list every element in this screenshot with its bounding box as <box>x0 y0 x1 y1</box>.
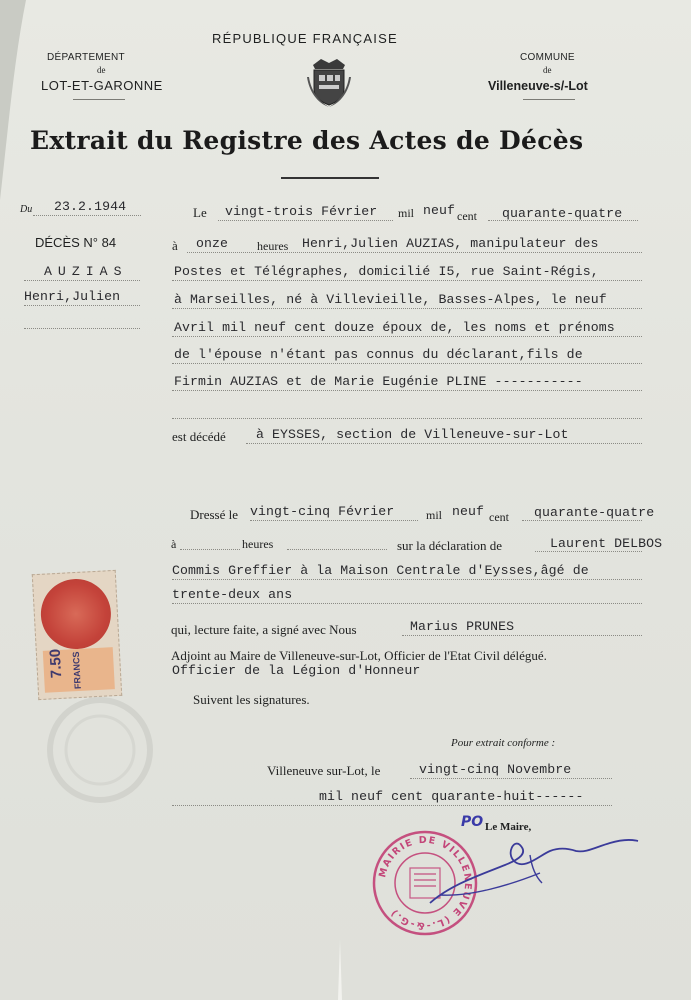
cert-year: mil neuf cent quarante-huit------ <box>319 789 584 804</box>
drawn-a-label: à <box>171 537 177 551</box>
deceased-given-names: Henri,Julien <box>24 289 121 304</box>
department-name: LOT-ET-GARONNE <box>41 78 163 93</box>
le-label: Le <box>193 205 207 220</box>
drawn-mil-label: mil <box>426 508 443 522</box>
suivent-text: Suivent les signatures. <box>193 692 310 707</box>
adjoint-text: Adjoint au Maire de Villeneuve-sur-Lot, Officier de l'Etat Civil délégué. <box>171 648 547 663</box>
stamp-value: 7.50 <box>46 648 66 679</box>
mil-label: mil <box>398 206 415 220</box>
commune-de: de <box>543 65 552 75</box>
department-label: DÉPARTEMENT <box>47 52 125 63</box>
act-line-1: Henri,Julien AUZIAS, manipulateur des <box>302 236 599 251</box>
po-mark: PO <box>461 814 484 830</box>
legion-text: Officier de la Légion d'Honneur <box>172 663 421 678</box>
act-line-4: Avril mil neuf cent douze époux de, les noms et prénoms <box>174 320 615 335</box>
cent-label: cent <box>457 209 477 223</box>
a-label: à <box>172 238 178 253</box>
sur-declaration-label: sur la déclaration de <box>397 538 503 553</box>
cert-date: vingt-cinq Novembre <box>419 762 572 777</box>
drawn-cent-label: cent <box>489 510 509 524</box>
declarant-line-1: Commis Greffier à la Maison Centrale d'Eysses,âgé de <box>172 563 589 578</box>
revenue-stamp <box>32 570 122 700</box>
commune-name: Villeneuve-s/-Lot <box>488 79 588 93</box>
coat-of-arms-icon <box>305 55 353 107</box>
lecture-label: qui, lecture faite, a signé avec Nous <box>171 622 357 637</box>
act-date: 23.2.1944 <box>54 199 127 214</box>
declarant-name: Laurent DELBOS <box>550 536 663 551</box>
stamp-unit: FRANCS <box>70 651 83 690</box>
death-year-neuf: neuf <box>423 203 456 218</box>
act-line-2: Postes et Télégraphes, domicilié I5, rue Saint-Régis, <box>174 264 599 279</box>
department-de: de <box>97 65 106 75</box>
marianne-medallion-icon <box>39 577 113 651</box>
mayor-signature <box>410 825 640 915</box>
le-maire-label: Le Maire, <box>485 821 532 833</box>
du-label: Du <box>20 204 33 215</box>
seal-text: MAIRIE DE VILLENEUVE (L.-&-G.) <box>377 834 474 932</box>
death-hour: onze <box>196 236 229 251</box>
act-line-5: de l'épouse n'étant pas connus du déclarant,fils de <box>174 347 583 362</box>
est-decede-label: est décédé <box>172 429 226 444</box>
paper-fold-shadow <box>0 0 40 200</box>
officer-name: Marius PRUNES <box>410 619 515 634</box>
cert-place: Villeneuve sur-Lot, le <box>267 763 381 778</box>
drawn-heures-label: heures <box>242 537 274 551</box>
deces-number: DÉCÈS N° 84 <box>35 235 117 250</box>
death-year-rest: quarante-quatre <box>502 206 623 221</box>
dresse-le-label: Dressé le <box>190 507 239 522</box>
paper-tear-mark <box>330 940 350 1000</box>
drawn-year-rest: quarante-quatre <box>534 505 655 520</box>
death-day-month: vingt-trois Février <box>225 204 378 219</box>
document-title: Extrait du Registre des Actes de Décès <box>30 126 584 155</box>
drawn-year-neuf: neuf <box>452 504 485 519</box>
conforme-text: Pour extrait conforme : <box>451 737 556 749</box>
deceased-surname: AUZIAS <box>44 264 128 279</box>
commune-label: COMMUNE <box>520 52 575 63</box>
declarant-line-2: trente-deux ans <box>172 587 293 602</box>
act-line-3: à Marseilles, né à Villevieille, Basses-Alpes, le neuf <box>174 292 607 307</box>
republic-heading: RÉPUBLIQUE FRANÇAISE <box>212 31 398 46</box>
heures-label: heures <box>257 239 289 253</box>
act-line-6: Firmin AUZIAS et de Marie Eugénie PLINE ----------- <box>174 374 583 389</box>
embossed-seal-icon <box>40 690 160 810</box>
death-place: à EYSSES, section de Villeneuve-sur-Lot <box>256 427 569 442</box>
drawn-day-month: vingt-cinq Février <box>250 504 395 519</box>
